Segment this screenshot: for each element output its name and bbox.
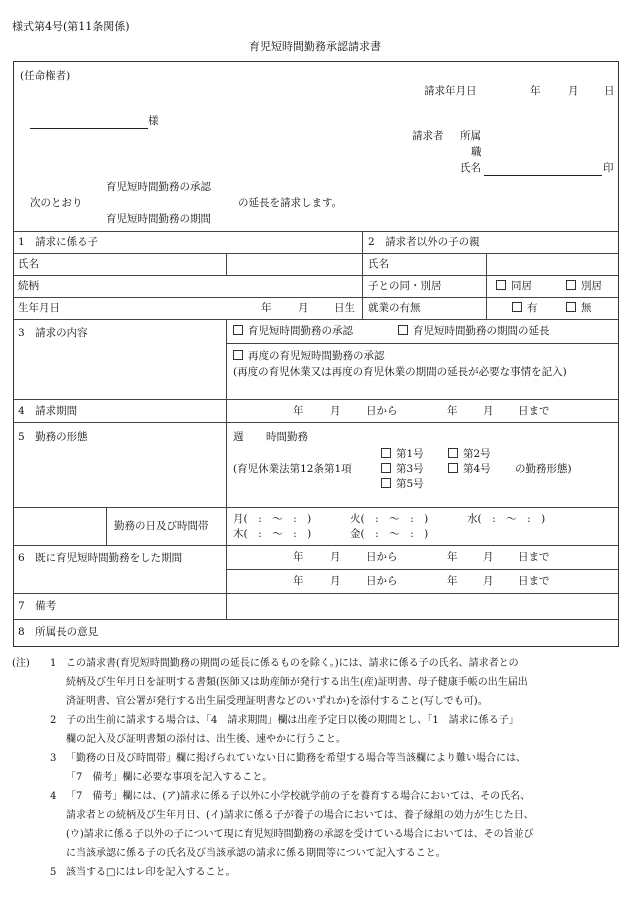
note3-number: 3 — [50, 753, 57, 764]
past-period1-to-month: 月 — [483, 551, 494, 563]
note1-line1: この請求書(育児短時間勤務の期間の延長に係るものを除く。)には、請求に係る子の氏名、請求者との — [66, 658, 519, 669]
note1-number: 1 — [50, 658, 57, 669]
past-period2-from-year: 年 — [293, 575, 304, 587]
seal-label: 印 — [603, 162, 614, 174]
addressee-underline[interactable] — [30, 128, 148, 129]
checkbox-icon[interactable] — [381, 478, 391, 488]
past-period1-from-day: 日から — [366, 551, 398, 563]
sec7-title: 7 備考 — [18, 600, 57, 612]
checkbox-icon[interactable] — [566, 302, 576, 312]
date-month-label: 月 — [568, 85, 579, 97]
sec8-title: 8 所属長の意見 — [18, 626, 99, 638]
checkbox-icon[interactable] — [233, 350, 243, 360]
employment-label: 就業の有無 — [368, 302, 421, 314]
note4-line4: に当該承認に係る子の氏名及び当該承認の請求に係る期間等について記入すること。 — [66, 848, 446, 859]
period-to-year: 年 — [447, 405, 458, 417]
extension-text: の延長を請求します。 — [238, 197, 343, 209]
week-label: 週 — [233, 431, 244, 443]
sec2-title: 2 請求者以外の子の親 — [368, 236, 480, 248]
period-from-day: 日から — [366, 405, 398, 417]
wednesday-hours[interactable]: 水( : 〜 : ) — [467, 513, 546, 525]
past-period2-to-day: 日まで — [518, 575, 550, 587]
note3-line1: 「勤務の日及び時間帯」欄に掲げられていない日に勤務を希望する場合等当該欄により難い場合には、 — [66, 753, 526, 764]
form-number: 様式第4号(第11条関係) — [12, 20, 130, 33]
date-day-label: 日 — [604, 85, 615, 97]
form-suffix: の勤務形態) — [515, 463, 572, 475]
date-year-label: 年 — [530, 85, 541, 97]
note4-line2: 請求者との続柄及び生年月日、(イ)請求に係る子が養子の場合においては、養子縁組の効力が生じた日、 — [66, 810, 534, 821]
cohab-separate-option[interactable]: 別居 — [566, 280, 602, 293]
law-reference: (育児休業法第12条第1項 — [233, 463, 352, 475]
cohabitation-label: 子との同・別居 — [368, 280, 442, 292]
hours-label: 時間勤務 — [266, 431, 308, 443]
form-title: 育児短時間勤務承認請求書 — [249, 40, 381, 53]
parent-name-label: 氏名 — [368, 258, 389, 270]
period-from-year: 年 — [293, 405, 304, 417]
past-period2-to-year: 年 — [447, 575, 458, 587]
request-date-label: 請求年月日 — [424, 85, 477, 97]
sec1-title: 1 請求に係る子 — [18, 236, 99, 248]
sec4-title: 4 請求期間 — [18, 405, 78, 417]
note5-number: 5 — [50, 867, 57, 878]
as-follows-text: 次のとおり — [30, 197, 83, 209]
requester-name-label: 氏名 — [460, 162, 481, 174]
period-to-day: 日まで — [518, 405, 550, 417]
appointer-label: (任命権者) — [20, 70, 71, 82]
past-period1-to-day: 日まで — [518, 551, 550, 563]
form-no1-option[interactable]: 第1号 — [381, 448, 424, 461]
requester-name-underline[interactable] — [484, 175, 602, 176]
birth-day-label: 日生 — [334, 302, 355, 314]
checkbox-icon[interactable] — [381, 463, 391, 473]
work-days-label: 勤務の日及び時間帯 — [114, 520, 209, 532]
sec5-title: 5 勤務の形態 — [18, 431, 88, 443]
form-no4-option[interactable]: 第4号 — [448, 463, 491, 476]
note2-line1: 子の出生前に請求する場合は、「4 請求期間」欄は出産予定日以後の期間とし、「1 請求に係る子」 — [66, 715, 519, 726]
content-reapproval-note: (再度の育児休業又は再度の育児休業の期間の延長が必要な事情を記入) — [233, 366, 567, 378]
checkbox-icon[interactable] — [566, 280, 576, 290]
period-to-month: 月 — [483, 405, 494, 417]
birth-date-label: 生年月日 — [18, 302, 60, 314]
content-reapproval-option[interactable]: 再度の育児短時間勤務の承認 — [233, 350, 385, 363]
birth-year-label: 年 — [261, 302, 272, 314]
birth-month-label: 月 — [298, 302, 309, 314]
checkbox-icon[interactable] — [512, 302, 522, 312]
past-period2-from-month: 月 — [330, 575, 341, 587]
checkbox-icon[interactable] — [496, 280, 506, 290]
cohab-same-option[interactable]: 同居 — [496, 280, 532, 293]
note1-line2: 続柄及び生年月日を証明する書類(医師又は助産師が発行する出生(産)証明書、母子健康手帳の出生届出 — [66, 677, 528, 688]
notes-head: (注) — [12, 658, 30, 669]
sec3-title: 3 請求の内容 — [18, 327, 88, 339]
note3-line2: 「7 備考」欄に必要な事項を記入すること。 — [66, 772, 273, 783]
request-type-approval: 育児短時間勤務の承認 — [106, 181, 211, 193]
monday-hours[interactable]: 月( : 〜 : ) — [233, 513, 312, 525]
checkbox-icon[interactable] — [448, 463, 458, 473]
form-no5-option[interactable]: 第5号 — [381, 478, 424, 491]
friday-hours[interactable]: 金( : 〜 : ) — [350, 528, 429, 540]
content-approval-option[interactable]: 育児短時間勤務の承認 — [233, 325, 353, 338]
thursday-hours[interactable]: 木( : 〜 : ) — [233, 528, 312, 540]
checkbox-icon[interactable] — [448, 448, 458, 458]
note1-line3: 済証明書、官公署が発行する出生届受理証明書などのいずれか)を添付すること(写しでも可)。 — [66, 696, 488, 707]
checkbox-icon[interactable] — [398, 325, 408, 335]
addressee-sama: 様 — [148, 115, 159, 127]
period-from-month: 月 — [330, 405, 341, 417]
requester-dept-label: 所属 — [460, 130, 481, 142]
note5-line1: 該当する□にはレ印を記入すること。 — [66, 867, 236, 878]
past-period1-to-year: 年 — [447, 551, 458, 563]
request-type-period: 育児短時間勤務の期間 — [106, 213, 211, 225]
child-relation-label: 続柄 — [18, 280, 39, 292]
note4-line3: (ウ)請求に係る子以外の子について現に育児短時間勤務の承認を受けている場合においては、その旨並び — [66, 829, 534, 840]
sec6-title: 6 既に育児短時間勤務をした期間 — [18, 552, 183, 564]
form-no2-option[interactable]: 第2号 — [448, 448, 491, 461]
past-period1-from-year: 年 — [293, 551, 304, 563]
requester-position-label: 職 — [471, 146, 482, 158]
employment-no-option[interactable]: 無 — [566, 302, 592, 315]
note2-number: 2 — [50, 715, 57, 726]
note2-line2: 欄の記入及び証明書類の添付は、出生後、速やかに行うこと。 — [66, 734, 346, 745]
tuesday-hours[interactable]: 火( : 〜 : ) — [350, 513, 429, 525]
checkbox-icon[interactable] — [233, 325, 243, 335]
note4-number: 4 — [50, 791, 57, 802]
past-period1-from-month: 月 — [330, 551, 341, 563]
past-period2-from-day: 日から — [366, 575, 398, 587]
form-no3-option[interactable]: 第3号 — [381, 463, 424, 476]
checkbox-icon[interactable] — [381, 448, 391, 458]
requester-label: 請求者 — [412, 130, 444, 142]
employment-yes-option[interactable]: 有 — [512, 302, 538, 315]
child-name-label: 氏名 — [18, 258, 39, 270]
content-extension-option[interactable]: 育児短時間勤務の期間の延長 — [398, 325, 550, 338]
past-period2-to-month: 月 — [483, 575, 494, 587]
note4-line1: 「7 備考」欄には、(ア)請求に係る子以外に小学校就学前の子を養育する場合においては、その氏名、 — [66, 791, 531, 802]
